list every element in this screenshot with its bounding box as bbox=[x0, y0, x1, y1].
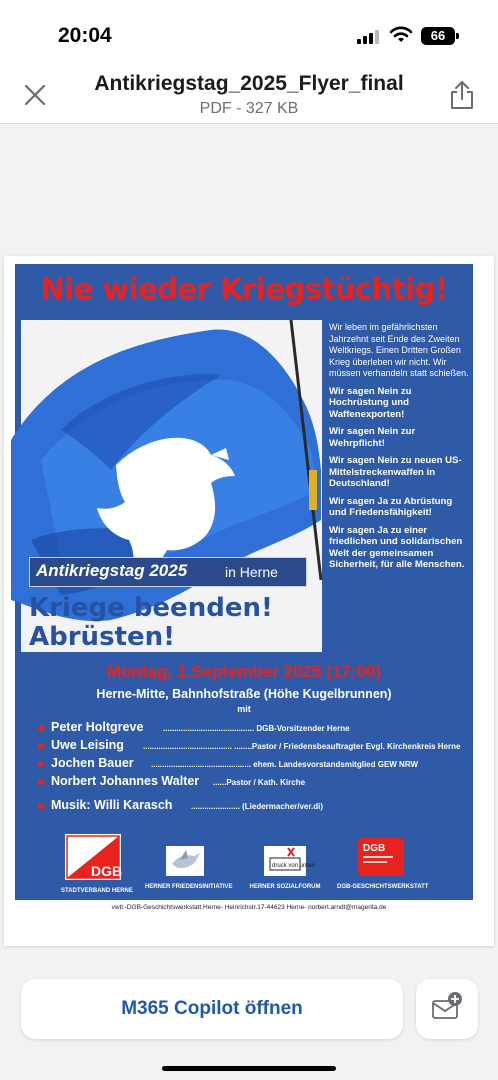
statement: Wir sagen Ja zu einer friedlichen und solidarischen Welt der gemeinsamen Sicherheit, für alle Menschen. bbox=[329, 524, 465, 570]
bullet-icon: ◆ bbox=[37, 759, 45, 770]
statement: Wir sagen Nein zu Hochrüstung und Waffenexporten! bbox=[329, 385, 412, 420]
bottom-action-bar bbox=[0, 960, 498, 1080]
list-item bbox=[37, 738, 467, 756]
flyer-sidebar-text bbox=[329, 322, 471, 577]
bullet-icon: ◆ bbox=[37, 777, 45, 788]
sozialforum-logo-text: druck von unten bbox=[272, 863, 315, 869]
speaker-role: ............................................. ehem. Landesvorstandsmitglied GEW NRW bbox=[151, 760, 419, 769]
flyer-footer-note: vwtl.-DGB-Geschichtswerkstatt Herne- Heinrichstr.17-44623 Herne- norbert.arndt@magenta.de bbox=[111, 904, 387, 911]
bullet-icon: ◆ bbox=[37, 801, 45, 812]
speaker-name: Musik: Willi Karasch bbox=[51, 798, 173, 812]
close-button[interactable] bbox=[22, 82, 48, 108]
slogan-line-2: Abrüsten! bbox=[29, 622, 175, 652]
flyer-title: Nie wieder Kriegstüchtig! bbox=[40, 272, 448, 306]
document-header bbox=[0, 66, 498, 124]
slogan-line-1: Kriege beenden! bbox=[29, 593, 273, 623]
share-button[interactable] bbox=[449, 80, 475, 110]
sozialforum-logo bbox=[249, 834, 321, 890]
dgb-geschichtswerkstatt-icon bbox=[358, 838, 404, 876]
event-place: in Herne bbox=[225, 564, 278, 580]
event-banner bbox=[29, 557, 307, 587]
logo-label: DGB-GESCHICHTSWERKSTATT bbox=[337, 884, 429, 890]
list-item bbox=[37, 774, 467, 792]
status-bar bbox=[0, 0, 498, 66]
list-item bbox=[37, 756, 467, 774]
document-title: Antikriegstag_2025_Flyer_final bbox=[94, 72, 404, 95]
speaker-name: Uwe Leising bbox=[51, 738, 124, 752]
speaker-list bbox=[37, 720, 467, 816]
clock: 20:04 bbox=[58, 24, 112, 47]
close-icon bbox=[22, 82, 48, 108]
slogan bbox=[29, 594, 273, 652]
statement: Wir sagen Ja zu Abrüstung und Friedensfähigkeit! bbox=[329, 495, 453, 518]
speaker-role: ......Pastor / Kath. Kirche bbox=[213, 778, 306, 787]
speaker-name: Jochen Bauer bbox=[51, 756, 134, 770]
home-indicator bbox=[162, 1066, 336, 1071]
organizer-logos bbox=[15, 834, 473, 894]
with-label: mit bbox=[237, 704, 251, 714]
dove-icon bbox=[166, 846, 204, 876]
logo-label: HERNER FRIEDENSINITIATIVE bbox=[145, 884, 233, 890]
speaker-role: ......................................... DGB-Vorsitzender Herne bbox=[163, 724, 350, 733]
open-copilot-button[interactable]: M365 Copilot öffnen bbox=[21, 979, 403, 1039]
friedensinitiative-logo bbox=[145, 834, 233, 890]
battery-tip bbox=[456, 33, 459, 39]
mail-add-icon bbox=[416, 979, 478, 1039]
intro-text: Wir leben im gefährlichsten Jahrzehnt seit Ende des Zweiten Weltkriegs. Einen Dritten Großen Krieg überleben wir nicht. Wir müssen verhandeln statt schießen. bbox=[329, 322, 469, 378]
wifi-icon bbox=[390, 26, 412, 49]
speaker-role: ........................................ ........Pastor / Friedensbeauftragter Evgl. Kirchenkreis Herne bbox=[143, 742, 461, 751]
list-item bbox=[37, 720, 467, 738]
cellular-signal-icon bbox=[357, 28, 381, 44]
logo-label: HERNER SOZIALFORUM bbox=[249, 884, 321, 890]
flyer bbox=[15, 264, 473, 900]
event-location: Herne-Mitte, Bahnhofstraße (Höhe Kugelbrunnen) bbox=[96, 687, 392, 701]
battery-icon: 66 bbox=[421, 27, 455, 45]
document-meta: PDF - 327 KB bbox=[199, 100, 299, 117]
statement: Wir sagen Nein zu neuen US-Mittelstreckenwaffen in Deutschland! bbox=[329, 455, 462, 489]
add-to-mail-button[interactable] bbox=[416, 979, 478, 1039]
bullet-icon: ◆ bbox=[37, 723, 45, 734]
dgb-stadtverband-logo bbox=[61, 834, 133, 894]
event-name: Antikriegstag 2025 bbox=[36, 561, 188, 580]
event-date: Montag, 1.September 2025 (17:00) bbox=[107, 662, 381, 681]
dgb-logo-text: DGB bbox=[91, 863, 123, 879]
list-item bbox=[37, 798, 467, 816]
pdf-viewer[interactable] bbox=[0, 125, 498, 960]
statement: Wir sagen Nein zur Wehrpflicht! bbox=[329, 426, 416, 449]
dgb-geschichtswerkstatt-text: DGB bbox=[363, 843, 386, 854]
logo-label: STADTVERBAND HERNE bbox=[61, 888, 133, 894]
dgb-geschichtswerkstatt-logo bbox=[337, 834, 429, 890]
sozialforum-logo-icon bbox=[264, 846, 315, 876]
speaker-role: ...................... (Liedermacher/ver.di) bbox=[191, 802, 324, 811]
speaker-name: Norbert Johannes Walter bbox=[51, 774, 200, 788]
speaker-name: Peter Holtgreve bbox=[51, 720, 144, 734]
share-icon bbox=[449, 80, 475, 110]
bullet-icon: ◆ bbox=[37, 741, 45, 752]
dgb-logo-icon bbox=[65, 834, 121, 880]
pdf-page[interactable] bbox=[4, 256, 494, 946]
